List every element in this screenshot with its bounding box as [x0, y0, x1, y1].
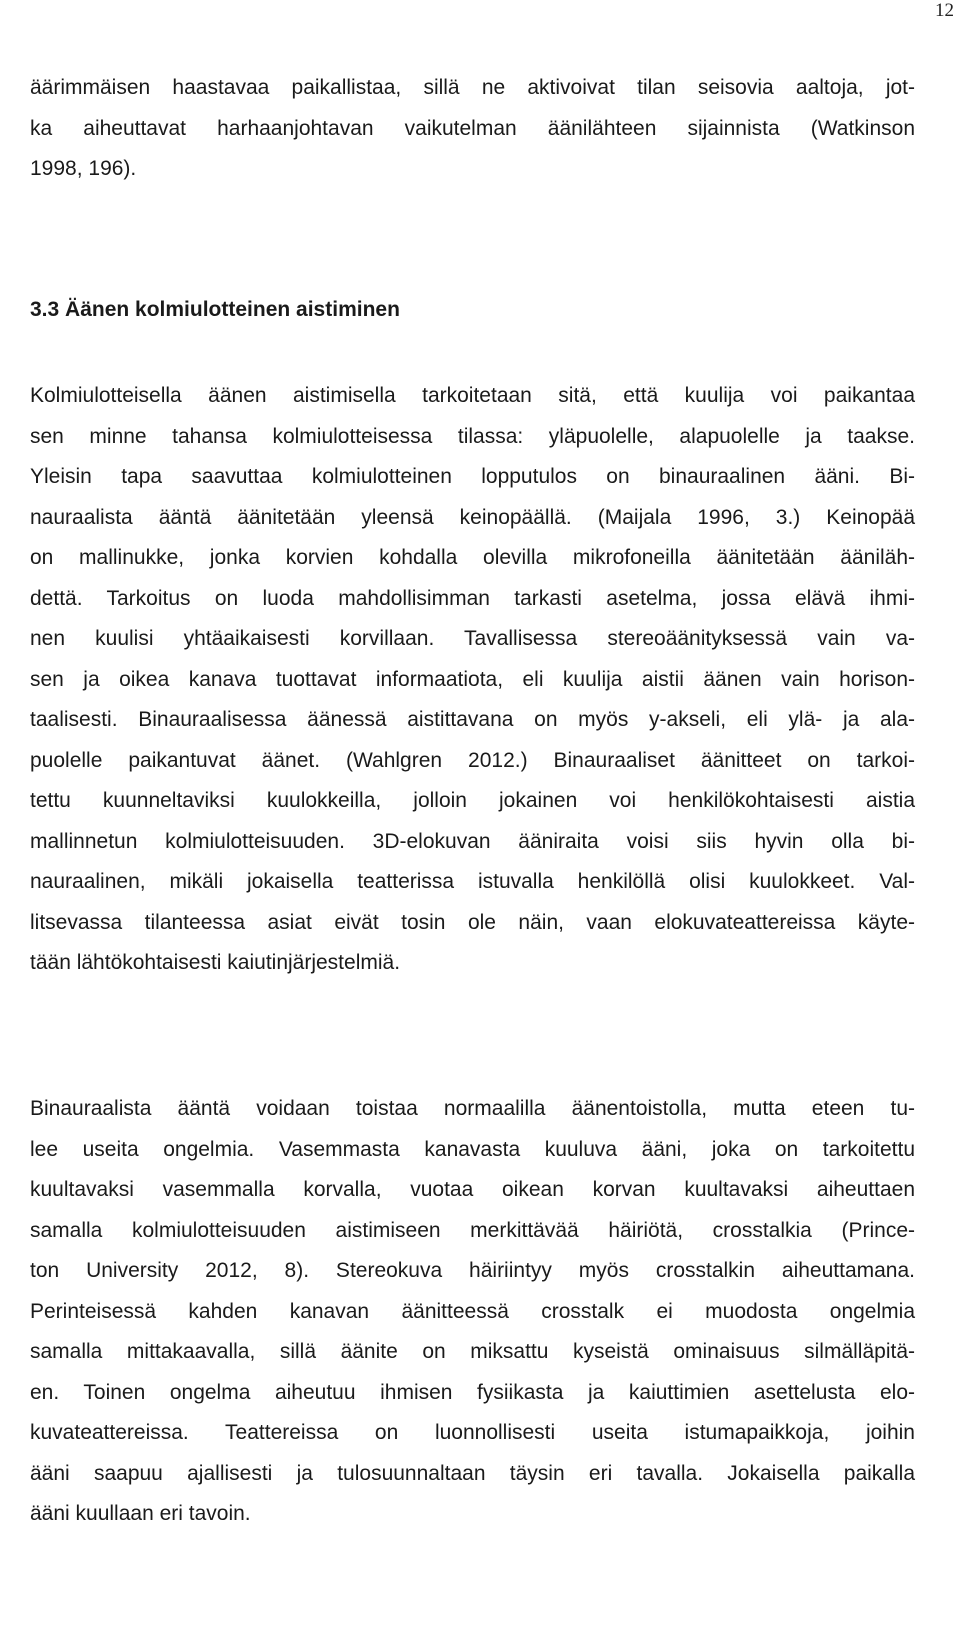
text-line: puolelle paikantuvat äänet. (Wahlgren 2012.) Binauraaliset äänitteet on tarkoi- — [30, 748, 915, 772]
text-line: kuvateattereissa. Teattereissa on luonnollisesti useita istumapaikkoja, joihin — [30, 1421, 915, 1444]
section-heading: 3.3 Äänen kolmiulotteinen aistiminen — [30, 298, 400, 321]
text-line: 1998, 196). — [30, 157, 137, 180]
paragraph-2 — [30, 1089, 915, 1535]
text-line: ka aiheuttavat harhaanjohtavan vaikutelman äänilähteen sijainnista (Watkinson — [30, 116, 915, 140]
text-line: ton University 2012, 8). Stereokuva häiriintyy myös crosstalkin aiheuttamana. — [30, 1259, 915, 1282]
text-line: tettu kuunneltaviksi kuulokkeilla, jolloin jokainen voi henkilökohtaisesti aistia — [30, 789, 915, 812]
text-line: Binauraalista ääntä voidaan toistaa normaalilla äänentoistolla, mutta eteen tu- — [30, 1097, 915, 1120]
text-line: nauraalista ääntä äänitetään yleensä keinopäällä. (Maijala 1996, 3.) Keinopää — [30, 505, 915, 529]
text-line: samalla mittakaavalla, sillä äänite on miksattu kyseistä ominaisuus silmälläpitä- — [30, 1340, 915, 1363]
text-line: Perinteisessä kahden kanavan äänitteessä crosstalk ei muodosta ongelmia — [30, 1299, 915, 1323]
text-line: äärimmäisen haastavaa paikallistaa, sillä ne aktivoivat tilan seisovia aaltoja, jot- — [30, 76, 915, 99]
text-line: samalla kolmiulotteisuuden aistimiseen merkittävää häiriötä, crosstalkia (Prince- — [30, 1218, 915, 1242]
text-line: nauraalinen, mikäli jokaisella teatterissa istuvalla henkilöllä olisi kuulokkeet. Val- — [30, 870, 915, 893]
text-line: kuultavaksi vasemmalla korvalla, vuotaa oikean korvan kuultavaksi aiheuttaen — [30, 1178, 915, 1201]
text-line: litsevassa tilanteessa asiat eivät tosin ole näin, vaan elokuvateattereissa käyte- — [30, 910, 915, 934]
text-line: Yleisin tapa saavuttaa kolmiulotteinen lopputulos on binauraalinen ääni. Bi- — [30, 465, 915, 488]
text-line: lee useita ongelmia. Vasemmasta kanavasta kuuluva ääni, joka on tarkoitettu — [30, 1137, 915, 1161]
text-line: dettä. Tarkoitus on luoda mahdollisimman tarkasti asetelma, jossa elävä ihmi- — [30, 586, 915, 610]
paragraph-intro — [30, 68, 915, 190]
text-line: mallinnetun kolmiulotteisuuden. 3D-elokuvan ääniraita voisi siis hyvin olla bi- — [30, 829, 915, 853]
text-line: en. Toinen ongelma aiheutuu ihmisen fysiikasta ja kaiuttimien asettelusta elo- — [30, 1380, 915, 1404]
text-line: ääni kuullaan eri tavoin. — [30, 1502, 251, 1525]
text-line: Kolmiulotteisella äänen aistimisella tarkoitetaan sitä, että kuulija voi paikantaa — [30, 384, 915, 407]
text-line: tään lähtökohtaisesti kaiutinjärjestelmiä. — [30, 951, 401, 974]
page-number: 12 — [935, 0, 954, 21]
text-line: taalisesti. Binauraalisessa äänessä aistittavana on myös y-akseli, eli ylä- ja ala- — [30, 708, 915, 731]
text-line: sen ja oikea kanava tuottavat informaatiota, eli kuulija aistii äänen vain horison- — [30, 667, 915, 691]
text-line: sen minne tahansa kolmiulotteisessa tilassa: yläpuolelle, alapuolelle ja taakse. — [30, 424, 915, 448]
paragraph-1 — [30, 376, 915, 984]
text-line: on mallinukke, jonka korvien kohdalla olevilla mikrofoneilla äänitetään ääniläh- — [30, 546, 915, 569]
text-line: nen kuulisi yhtäaikaisesti korvillaan. Tavallisessa stereoäänityksessä vain va- — [30, 627, 915, 650]
text-line: ääni saapuu ajallisesti ja tulosuunnaltaan täysin eri tavalla. Jokaisella paikalla — [30, 1461, 915, 1485]
